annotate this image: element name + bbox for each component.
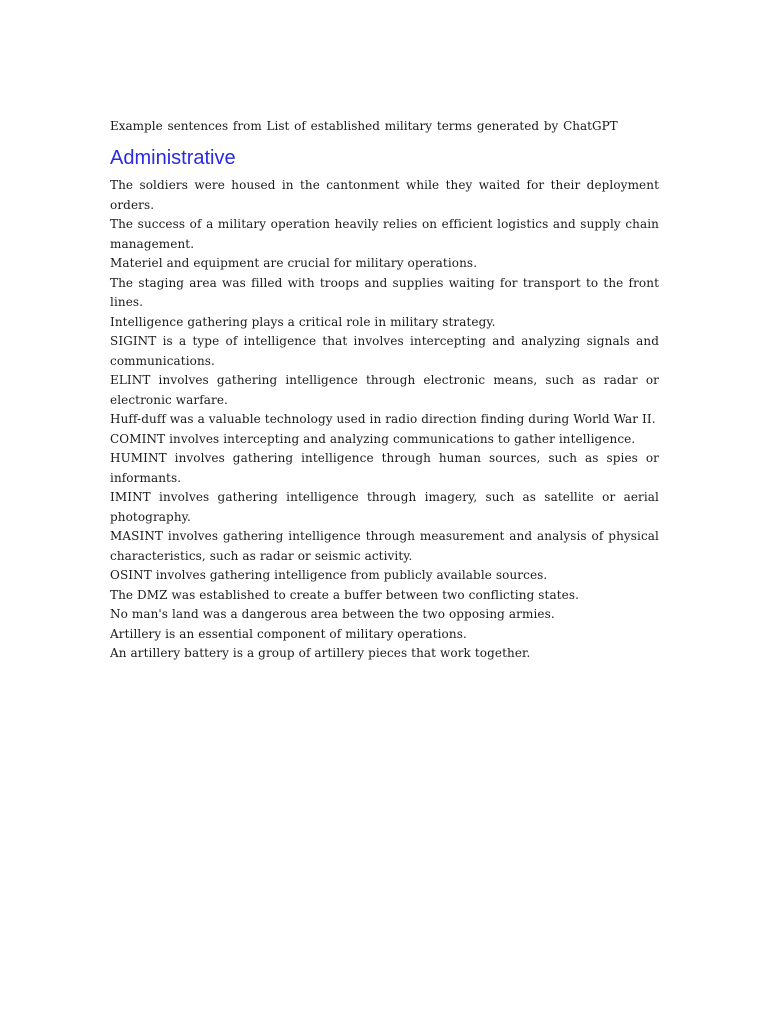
sentence-item: MASINT involves gathering intelligence through measurement and analysis of physical characteristics, such as radar or seismic activity. <box>110 529 659 563</box>
sentence-item: The success of a military operation heavily relies on efficient logistics and supply chain management. <box>110 217 659 251</box>
sentence-item: OSINT involves gathering intelligence from publicly available sources. <box>110 568 548 582</box>
sentence-list <box>110 176 659 664</box>
sentence-item: HUMINT involves gathering intelligence through human sources, such as spies or informants. <box>110 451 659 485</box>
sentence-item: Intelligence gathering plays a critical role in military strategy. <box>110 314 496 329</box>
sentence-item: ELINT involves gathering intelligence through electronic means, such as radar or electronic warfare. <box>110 373 659 407</box>
sentence-item: An artillery battery is a group of artillery pieces that work together. <box>110 646 531 660</box>
sentence-item: SIGINT is a type of intelligence that involves intercepting and analyzing signals and communications. <box>110 334 659 368</box>
document-page <box>110 116 659 664</box>
sentence-item: The DMZ was established to create a buffer between two conflicting states. <box>110 587 579 602</box>
sentence-item: COMINT involves intercepting and analyzing communications to gather intelligence. <box>110 431 636 446</box>
sentence-item: Huff-duff was a valuable technology used in radio direction finding during World War II. <box>110 412 656 426</box>
sentence-item: No man's land was a dangerous area between the two opposing armies. <box>110 607 555 621</box>
sentence-item: Materiel and equipment are crucial for military operations. <box>110 256 478 270</box>
sentence-item: The soldiers were housed in the cantonment while they waited for their deployment orders. <box>110 178 659 212</box>
sentence-item: Artillery is an essential component of military operations. <box>110 626 467 641</box>
sentence-item: IMINT involves gathering intelligence through imagery, such as satellite or aerial photography. <box>110 490 659 524</box>
section-heading: Administrative <box>110 147 236 169</box>
intro-text: Example sentences from List of established military terms generated by ChatGPT <box>110 119 618 133</box>
sentence-item: The staging area was filled with troops and supplies waiting for transport to the front lines. <box>110 275 659 309</box>
